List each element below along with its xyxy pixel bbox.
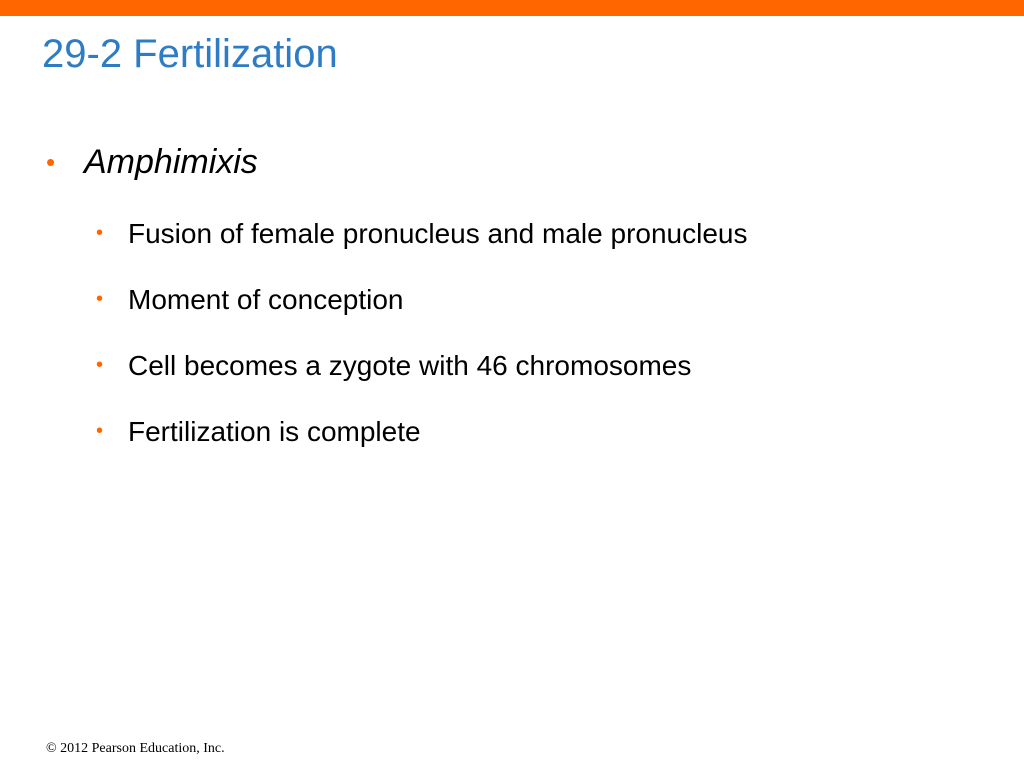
list-item — [96, 349, 747, 382]
bullet-dot-icon: • — [46, 147, 56, 177]
sub-bullet-text: Cell becomes a zygote with 46 chromosomes — [128, 350, 692, 381]
bullet-dot-icon: • — [96, 288, 104, 310]
list-item — [96, 415, 747, 448]
sub-bullet-text: Fertilization is complete — [128, 416, 421, 447]
list-item — [96, 217, 747, 250]
bullet-dot-icon: • — [96, 222, 104, 244]
main-bullet — [46, 142, 258, 182]
sub-bullet-text: Moment of conception — [128, 284, 404, 315]
bullet-dot-icon: • — [96, 420, 104, 442]
slide-title: 29-2 Fertilization — [42, 32, 338, 76]
sub-bullet-text: Fusion of female pronucleus and male pronucleus — [128, 218, 748, 249]
list-item — [96, 283, 747, 316]
main-bullet-text: Amphimixis — [84, 143, 258, 181]
copyright-footer: © 2012 Pearson Education, Inc. — [46, 741, 225, 756]
bullet-dot-icon: • — [96, 354, 104, 376]
accent-top-bar — [0, 0, 1024, 16]
sub-bullet-list — [96, 217, 747, 481]
